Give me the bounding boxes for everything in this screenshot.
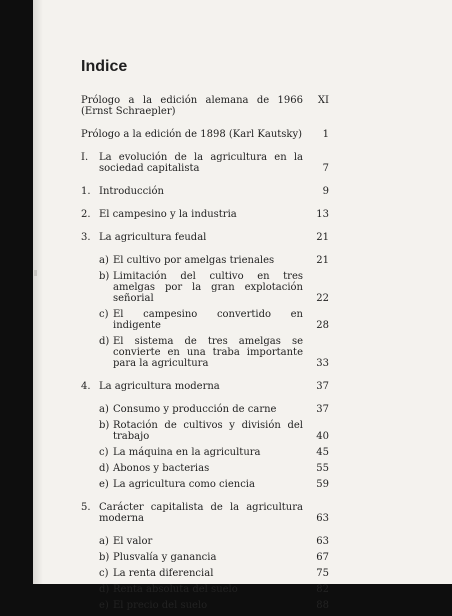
toc-entry-label (81, 502, 303, 524)
toc-entry-label (99, 255, 303, 266)
toc-entry (81, 95, 329, 129)
toc-page-number: 55 (316, 463, 329, 474)
toc-page-number: 22 (316, 293, 329, 304)
toc-entry-text: La agricultura moderna (99, 381, 220, 392)
toc-entry-label (99, 463, 303, 474)
toc-page-number: 28 (316, 320, 329, 331)
toc-entry-label (99, 404, 303, 415)
toc-entry-text: La agricultura feudal (99, 232, 207, 243)
toc-subentry (81, 479, 329, 502)
toc-subentry (81, 552, 329, 568)
toc-page-number: 7 (322, 163, 329, 174)
toc-subentry (81, 404, 329, 420)
toc-entry-label (81, 209, 303, 220)
toc-page-number: 67 (316, 552, 329, 563)
toc-entry-text: El precio del suelo (113, 600, 208, 611)
toc-page-number: 40 (316, 431, 329, 442)
toc-entry-number: 5. (81, 502, 91, 513)
toc-entry-text: El valor (113, 536, 153, 547)
toc-entry-number: d) (99, 463, 110, 474)
toc-entry-number: I. (81, 152, 89, 163)
toc-entry-label (81, 95, 303, 117)
toc-page-number: 45 (316, 447, 329, 458)
toc-subentry (81, 536, 329, 552)
toc-subentry (81, 420, 329, 447)
toc-entry-number: d) (99, 336, 110, 347)
toc-entry-label (81, 381, 303, 392)
toc-entry-number: c) (99, 309, 109, 320)
toc-entry-number: b) (99, 552, 110, 563)
toc-entry-label (99, 600, 303, 611)
toc-page-number: 37 (316, 381, 329, 392)
toc-entry-text: La evolución de la agricultura en la sociedad capitalista (99, 152, 303, 174)
toc-entry-number: 3. (81, 232, 91, 243)
toc-entry-text: Prólogo a la edición de 1898 (Karl Kautsky) (81, 129, 303, 140)
toc-entry-label (81, 129, 303, 140)
toc-subentry (81, 463, 329, 479)
toc-entry-label (99, 420, 303, 442)
toc-entry (81, 381, 329, 404)
page-edge-mark (34, 270, 37, 276)
spine-shadow (33, 0, 43, 584)
toc-entry-text: Renta absoluta del suelo (113, 584, 238, 595)
toc-entry-label (99, 584, 303, 595)
toc-subentry (81, 336, 329, 381)
toc-page-number: 9 (322, 186, 329, 197)
toc-entry-text: El campesino convertido en indigente (113, 309, 303, 331)
toc-page-number: 21 (316, 255, 329, 266)
toc-entry-label (99, 447, 303, 458)
toc-entry-label (81, 232, 303, 243)
toc-page-number: 63 (316, 513, 329, 524)
toc-subentry (81, 271, 329, 309)
toc-entry-text: Prólogo a la edición alemana de 1966 (Ernst Schraepler) (81, 95, 303, 117)
toc-entry-label (99, 271, 303, 304)
toc-subentry (81, 447, 329, 463)
toc-entry-text: Rotación de cultivos y división del trabajo (113, 420, 303, 442)
toc-entry-number: c) (99, 447, 109, 458)
toc-page-number: 13 (316, 209, 329, 220)
toc-entry-text: Introducción (99, 186, 164, 197)
toc-entry (81, 232, 329, 255)
toc-entry-label (99, 552, 303, 563)
toc-subentry (81, 584, 329, 600)
page-title: Indice (81, 58, 128, 75)
table-of-contents (81, 95, 329, 616)
toc-entry-number: 2. (81, 209, 91, 220)
toc-entry (81, 209, 329, 232)
toc-entry (81, 502, 329, 536)
toc-page-number: 33 (316, 358, 329, 369)
toc-subentry (81, 568, 329, 584)
toc-page-number: 88 (316, 600, 329, 611)
toc-page-number: 75 (316, 568, 329, 579)
toc-entry-number: a) (99, 404, 109, 415)
toc-page-number: XI (317, 95, 329, 106)
toc-entry (81, 129, 329, 152)
toc-entry-number: a) (99, 255, 109, 266)
toc-page-number: 1 (322, 129, 329, 140)
toc-entry-text: Abonos y bacterias (113, 463, 210, 474)
toc-entry-number: 4. (81, 381, 91, 392)
toc-entry-text: La renta diferencial (113, 568, 214, 579)
toc-page-number: 21 (316, 232, 329, 243)
toc-entry-text: El sistema de tres amelgas se convierte en una traba importante para la agricultura (113, 336, 303, 369)
toc-entry (81, 186, 329, 209)
toc-subentry (81, 600, 329, 616)
toc-entry-number: e) (99, 600, 109, 611)
toc-entry-label (81, 186, 303, 197)
toc-page-number: 63 (316, 536, 329, 547)
toc-entry-text: El campesino y la industria (99, 209, 237, 220)
toc-entry-label (99, 568, 303, 579)
toc-entry-label (81, 152, 303, 174)
toc-entry-label (99, 336, 303, 369)
toc-entry-text: El cultivo por amelgas trienales (113, 255, 275, 266)
toc-entry-number: b) (99, 420, 110, 431)
toc-page-number: 82 (316, 584, 329, 595)
toc-page-number: 59 (316, 479, 329, 490)
toc-entry-text: La máquina en la agricultura (113, 447, 261, 458)
toc-entry-text: Limitación del cultivo en tres amelgas por la gran explotación señorial (113, 271, 303, 304)
toc-entry (81, 152, 329, 186)
toc-entry-number: a) (99, 536, 109, 547)
toc-subentry (81, 309, 329, 336)
toc-entry-label (99, 309, 303, 331)
toc-entry-text: La agricultura como ciencia (113, 479, 255, 490)
toc-subentry (81, 255, 329, 271)
toc-entry-label (99, 479, 303, 490)
toc-entry-text: Consumo y producción de carne (113, 404, 277, 415)
toc-page-number: 37 (316, 404, 329, 415)
toc-entry-number: b) (99, 271, 110, 282)
toc-entry-text: Plusvalía y ganancia (113, 552, 217, 563)
toc-entry-number: 1. (81, 186, 91, 197)
toc-entry-text: Carácter capitalista de la agricultura moderna (99, 502, 303, 524)
toc-entry-number: c) (99, 568, 109, 579)
toc-entry-number: e) (99, 479, 109, 490)
toc-entry-number: d) (99, 584, 110, 595)
toc-entry-label (99, 536, 303, 547)
